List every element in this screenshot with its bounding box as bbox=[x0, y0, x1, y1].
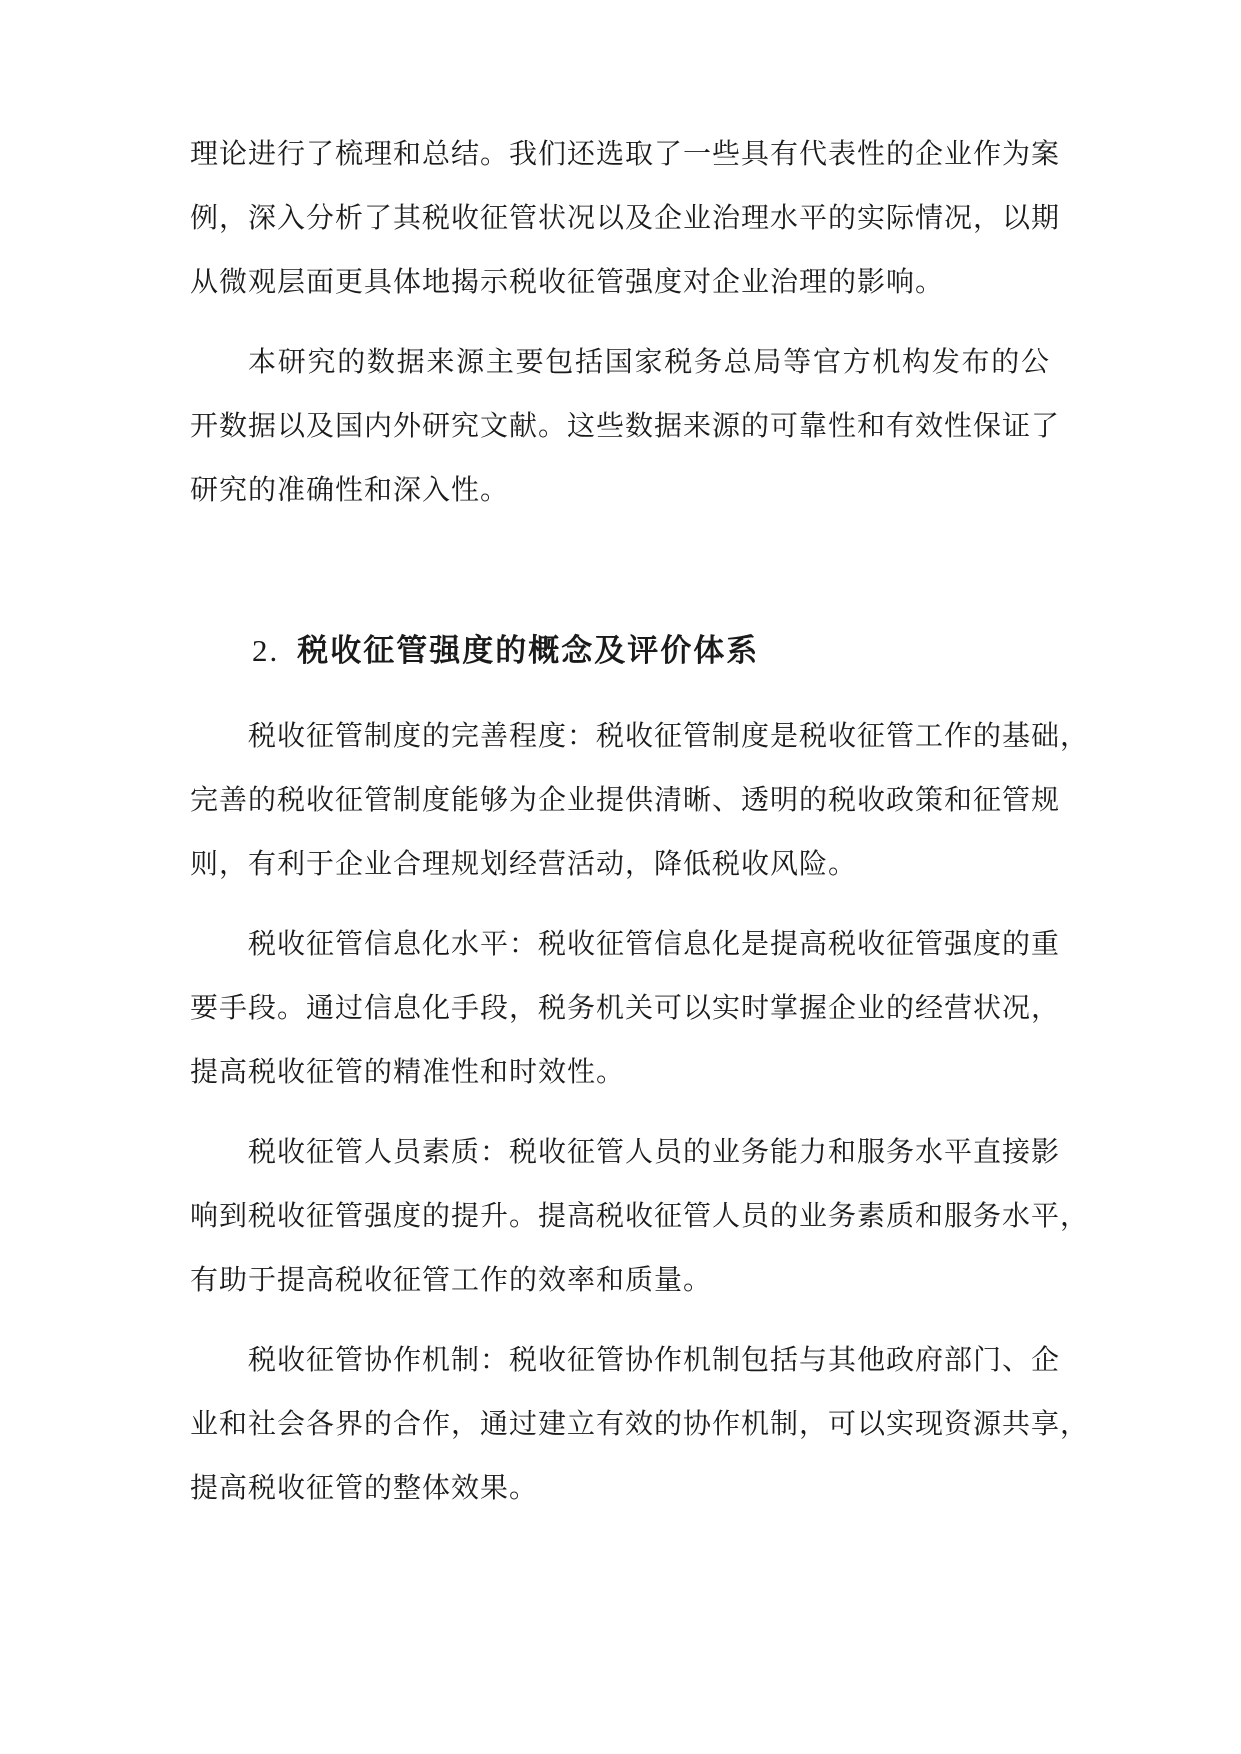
text-line: 业和社会各界的合作，通过建立有效的协作机制，可以实现资源共享， bbox=[190, 1407, 1090, 1440]
text-line: 税收征管人员素质：税收征管人员的业务能力和服务水平直接影 bbox=[248, 1135, 1061, 1168]
section-title: 税收征管强度的概念及评价体系 bbox=[297, 633, 760, 669]
text-line: 从微观层面更具体地揭示税收征管强度对企业治理的影响。 bbox=[190, 265, 945, 298]
text-line: 本研究的数据来源主要包括国家税务总局等官方机构发布的公 bbox=[248, 345, 1050, 378]
paragraph-cooperation-mechanism bbox=[190, 1328, 1090, 1520]
text-line: 则，有利于企业合理规划经营活动，降低税收风险。 bbox=[190, 847, 858, 880]
paragraph-system-completeness bbox=[190, 704, 1090, 896]
text-line: 例，深入分析了其税收征管状况以及企业治理水平的实际情况，以期 bbox=[190, 201, 1061, 234]
text-line: 开数据以及国内外研究文献。这些数据来源的可靠性和有效性保证了 bbox=[190, 409, 1061, 442]
text-line: 有助于提高税收征管工作的效率和质量。 bbox=[190, 1263, 713, 1296]
text-line: 税收征管协作机制：税收征管协作机制包括与其他政府部门、企 bbox=[248, 1343, 1061, 1376]
text-line: 响到税收征管强度的提升。提高税收征管人员的业务素质和服务水平， bbox=[190, 1199, 1090, 1232]
text-line: 税收征管制度的完善程度：税收征管制度是税收征管工作的基础， bbox=[248, 719, 1090, 752]
text-line: 提高税收征管的整体效果。 bbox=[190, 1471, 539, 1504]
paragraph-staff-quality bbox=[190, 1120, 1090, 1312]
paragraph-continued-intro bbox=[190, 122, 1061, 314]
paragraph-data-sources bbox=[190, 330, 1061, 522]
text-line: 理论进行了梳理和总结。我们还选取了一些具有代表性的企业作为案 bbox=[190, 137, 1061, 170]
text-line: 要手段。通过信息化手段，税务机关可以实时掌握企业的经营状况， bbox=[190, 991, 1061, 1024]
text-line: 完善的税收征管制度能够为企业提供清晰、透明的税收政策和征管规 bbox=[190, 783, 1061, 816]
text-line: 税收征管信息化水平：税收征管信息化是提高税收征管强度的重 bbox=[248, 927, 1061, 960]
section-heading bbox=[252, 628, 759, 674]
section-number: 2. bbox=[252, 633, 280, 668]
text-line: 提高税收征管的精准性和时效性。 bbox=[190, 1055, 626, 1088]
text-line: 研究的准确性和深入性。 bbox=[190, 473, 510, 506]
paragraph-informatization-level bbox=[190, 912, 1061, 1104]
